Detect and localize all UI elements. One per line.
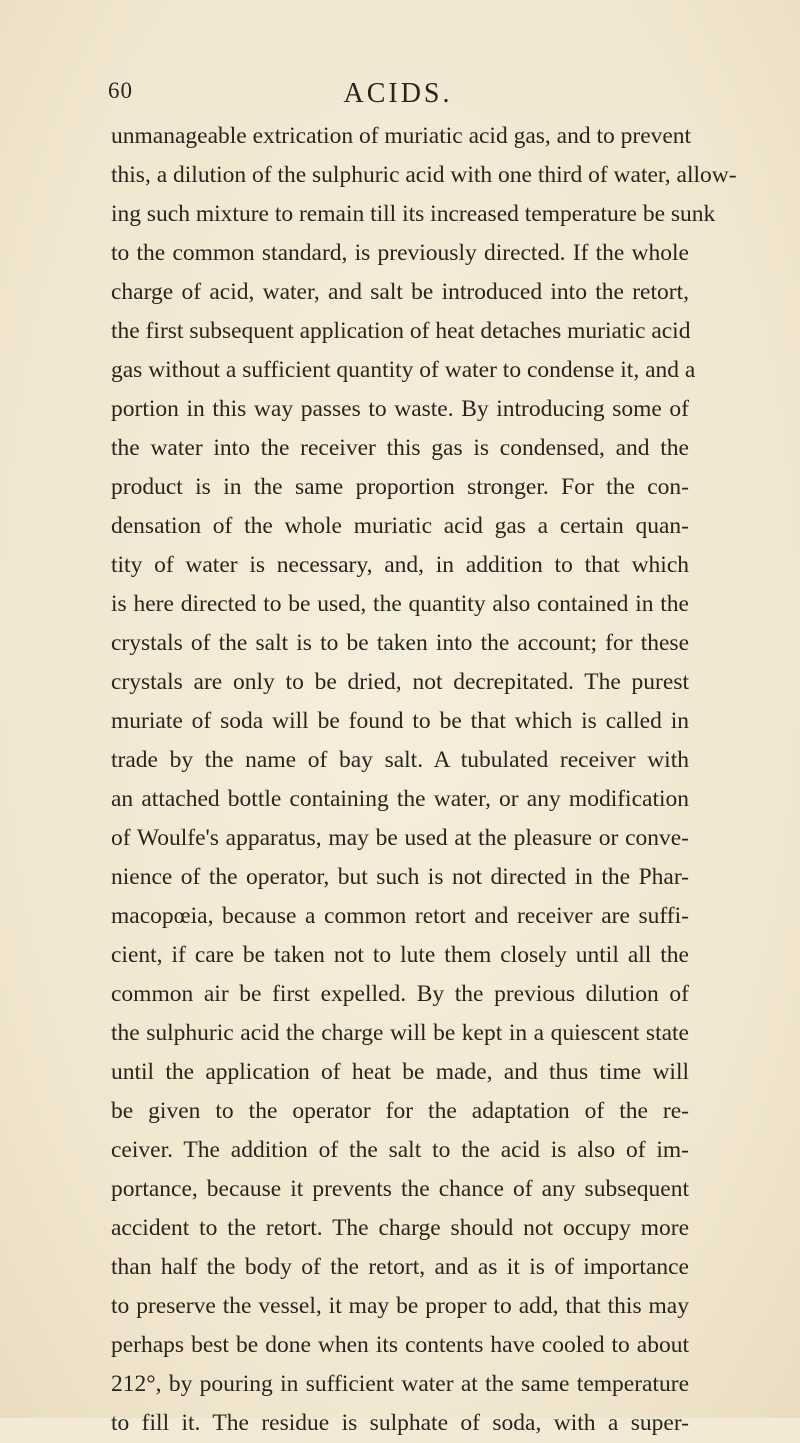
text-line: 212°, by pouring in sufficient water at the same temperature — [111, 1371, 689, 1397]
text-line: crystals of the salt is to be taken into the account; for these — [111, 630, 689, 656]
page-header — [108, 78, 688, 114]
text-line: charge of acid, water, and salt be introduced into the retort, — [111, 279, 689, 305]
text-line: to the common standard, is previously directed. If the whole — [111, 240, 689, 266]
text-line: muriate of soda will be found to be that which is called in — [111, 708, 689, 734]
text-line: the sulphuric acid the charge will be kept in a quiescent state — [111, 1020, 689, 1046]
text-line: the water into the receiver this gas is condensed, and the — [111, 435, 689, 461]
text-line: this, a dilution of the sulphuric acid with one third of water, allow- — [111, 162, 737, 188]
text-line: ing such mixture to remain till its increased temperature be sunk — [111, 201, 716, 227]
text-line: perhaps best be done when its contents have cooled to about — [111, 1332, 689, 1358]
text-line: an attached bottle containing the water, or any modification — [111, 786, 689, 812]
text-line: tity of water is necessary, and, in addition to that which — [111, 552, 689, 578]
text-line: crystals are only to be dried, not decrepitated. The purest — [111, 669, 689, 695]
text-line: densation of the whole muriatic acid gas a certain quan- — [111, 513, 689, 539]
text-line: unmanageable extrication of muriatic acid gas, and to prevent — [111, 123, 692, 149]
text-line: of Woulfe's apparatus, may be used at the pleasure or conve- — [111, 825, 689, 851]
text-line: to preserve the vessel, it may be proper to add, that this may — [111, 1293, 689, 1319]
text-line: the first subsequent application of heat detaches muriatic acid — [111, 318, 691, 344]
text-line: accident to the retort. The charge should not occupy more — [111, 1215, 689, 1241]
text-line: is here directed to be used, the quantity also contained in the — [111, 591, 689, 617]
text-line: portance, because it prevents the chance of any subsequent — [111, 1176, 689, 1202]
text-line: common air be first expelled. By the previous dilution of — [111, 981, 689, 1007]
text-line: until the application of heat be made, and thus time will — [111, 1059, 689, 1085]
running-title: ACIDS. — [343, 78, 453, 109]
text-line: gas without a sufficient quantity of water to condense it, and a — [111, 357, 696, 383]
body-text — [111, 117, 737, 1443]
text-line: be given to the operator for the adaptation of the re- — [111, 1098, 689, 1124]
text-line: product is in the same proportion stronger. For the con- — [111, 474, 689, 500]
text-line: than half the body of the retort, and as it is of importance — [111, 1254, 689, 1280]
text-line: cient, if care be taken not to lute them closely until all the — [111, 942, 689, 968]
text-line: ceiver. The addition of the salt to the acid is also of im- — [111, 1137, 689, 1163]
text-line: macopœia, because a common retort and receiver are suffi- — [111, 903, 689, 929]
text-line: trade by the name of bay salt. A tubulated receiver with — [111, 747, 689, 773]
text-line: portion in this way passes to waste. By introducing some of — [111, 396, 689, 422]
page-number: 60 — [108, 78, 133, 103]
text-line: nience of the operator, but such is not directed in the Phar- — [111, 864, 689, 890]
text-line: to fill it. The residue is sulphate of soda, with a super- — [111, 1410, 689, 1436]
